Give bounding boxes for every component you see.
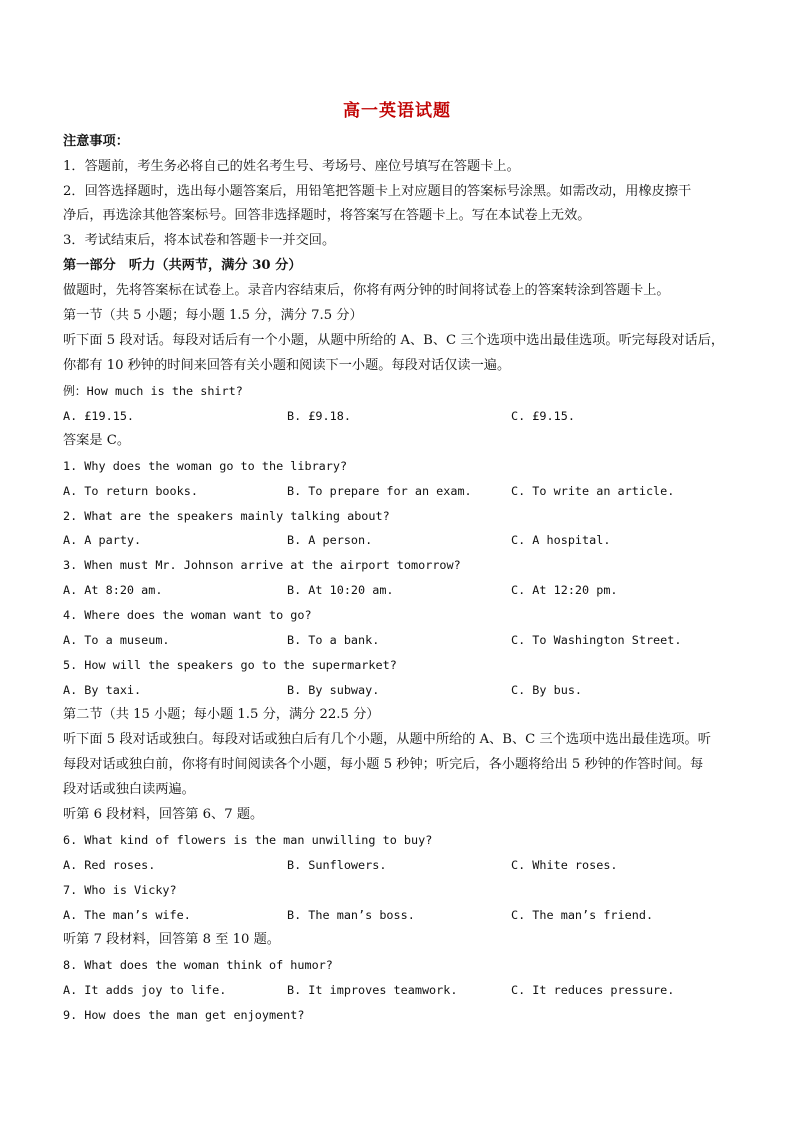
option-a: A. The man’s wife. — [63, 908, 191, 922]
section2-instruction-2: 每段对话或独白前，你将有时间阅读各个小题，每小题 5 秒钟；听完后，各小题将给出 5 秒钟的作答时间。每 — [63, 757, 704, 772]
notice-line-3: 净后，再选涂其他答案标号。回答非选择题时，将答案写在答题卡上。写在本试卷上无效。 — [63, 208, 591, 223]
option-a: A. By taxi. — [63, 683, 142, 697]
example-options — [63, 406, 743, 426]
option-a: A. To return books. — [63, 484, 198, 498]
option-b: B. To prepare for an exam. — [287, 484, 472, 498]
example-question: 例：How much is the shirt? — [63, 384, 243, 398]
notice-line-2: 2．回答选择题时，选出每小题答案后，用铅笔把答题卡上对应题目的答案标号涂黑。如需改动，用橡皮擦干 — [63, 184, 692, 199]
question-8: 8. What does the woman think of humor? — [63, 958, 333, 972]
listen-material-7: 听第 7 段材料，回答第 8 至 10 题。 — [63, 932, 280, 947]
notice-line-1: 1．答题前，考生务必将自己的姓名考生号、考场号、座位号填写在答题卡上。 — [63, 159, 520, 174]
option-a: A. At 8:20 am. — [63, 583, 163, 597]
option-a: A. To a museum. — [63, 633, 170, 647]
question-5: 5. How will the speakers go to the supermarket? — [63, 658, 397, 672]
option-b: B. A person. — [287, 533, 373, 547]
question-7: 7. Who is Vicky? — [63, 883, 177, 897]
question-3-options — [63, 580, 743, 600]
option-c: C. At 12:20 pm. — [511, 583, 618, 597]
section2-heading: 第二节（共 15 小题；每小题 1.5 分，满分 22.5 分） — [63, 707, 380, 722]
option-c: C. By bus. — [511, 683, 583, 697]
question-2-options — [63, 530, 743, 550]
question-5-options — [63, 680, 743, 700]
question-6-options — [63, 855, 743, 875]
option-a: A. A party. — [63, 533, 142, 547]
section2-instruction-1: 听下面 5 段对话或独白。每段对话或独白后有几个小题，从题中所给的 A、B、C 三个选项中选出最佳选项。听 — [63, 732, 711, 747]
option-b: B. It improves teamwork. — [287, 983, 458, 997]
section1-instruction-2: 你都有 10 秒钟的时间来回答有关小题和阅读下一小题。每段对话仅读一遍。 — [63, 358, 511, 373]
question-1: 1. Why does the woman go to the library? — [63, 459, 348, 473]
question-1-options — [63, 481, 743, 501]
part1-intro: 做题时，先将答案标在试卷上。录音内容结束后，你将有两分钟的时间将试卷上的答案转涂到答题卡上。 — [63, 283, 670, 298]
question-4-options — [63, 630, 743, 650]
question-9: 9. How does the man get enjoyment? — [63, 1008, 305, 1022]
option-c: C. £9.15. — [511, 409, 575, 423]
option-c: C. White roses. — [511, 858, 618, 872]
question-2: 2. What are the speakers mainly talking about? — [63, 509, 390, 523]
option-b: B. The man’s boss. — [287, 908, 415, 922]
option-a: A. Red roses. — [63, 858, 156, 872]
question-8-options — [63, 980, 743, 1000]
question-4: 4. Where does the woman want to go? — [63, 608, 312, 622]
question-7-options — [63, 905, 743, 925]
listen-material-6: 听第 6 段材料，回答第 6、7 题。 — [63, 807, 264, 822]
section1-heading: 第一节（共 5 小题；每小题 1.5 分，满分 7.5 分） — [63, 308, 363, 323]
option-b: B. By subway. — [287, 683, 380, 697]
option-c: C. The man’s friend. — [511, 908, 654, 922]
option-c: C. To write an article. — [511, 484, 675, 498]
section2-instruction-3: 段对话或独白读两遍。 — [63, 782, 195, 797]
page-title: 高一英语试题 — [343, 101, 451, 121]
option-c: C. A hospital. — [511, 533, 611, 547]
part1-heading: 第一部分 听力（共两节，满分 30 分） — [63, 258, 302, 273]
option-a: A. £19.15. — [63, 409, 135, 423]
option-b: B. To a bank. — [287, 633, 380, 647]
question-6: 6. What kind of flowers is the man unwilling to buy? — [63, 833, 433, 847]
option-b: B. £9.18. — [287, 409, 351, 423]
question-3: 3. When must Mr. Johnson arrive at the airport tomorrow? — [63, 558, 461, 572]
notice-heading: 注意事项： — [63, 134, 129, 149]
notice-line-4: 3．考试结束后，将本试卷和答题卡一并交回。 — [63, 233, 336, 248]
option-c: C. It reduces pressure. — [511, 983, 675, 997]
section1-instruction-1: 听下面 5 段对话。每段对话后有一个小题，从题中所给的 A、B、C 三个选项中选出最佳选项。听完每段对话后， — [63, 333, 725, 348]
option-a: A. It adds joy to life. — [63, 983, 227, 997]
example-answer: 答案是 C。 — [63, 433, 131, 448]
option-b: B. At 10:20 am. — [287, 583, 394, 597]
option-b: B. Sunflowers. — [287, 858, 387, 872]
option-c: C. To Washington Street. — [511, 633, 682, 647]
